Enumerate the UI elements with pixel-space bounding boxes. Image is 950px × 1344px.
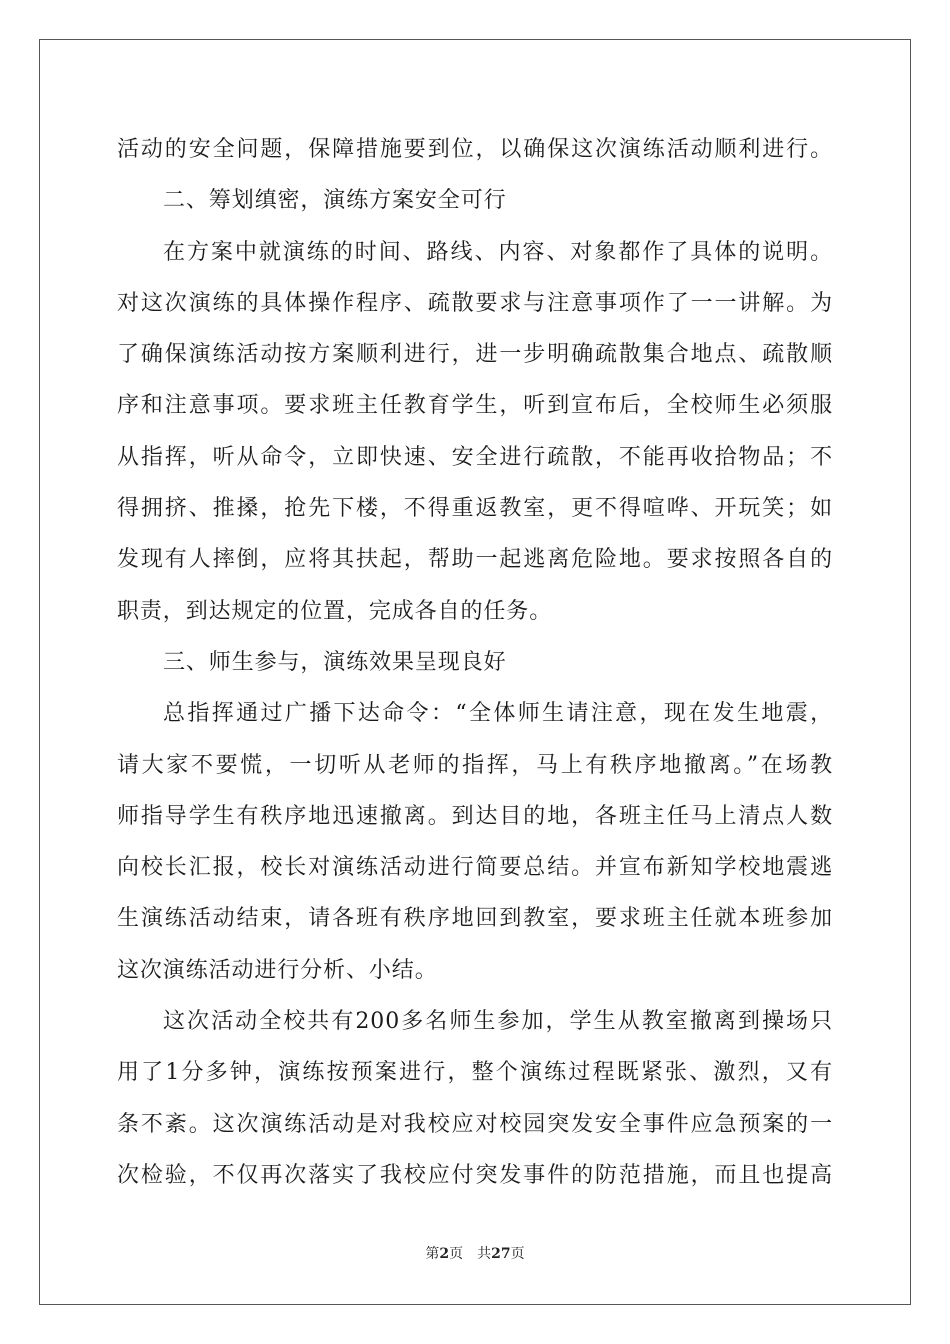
text-line: 条不紊。这次演练活动是对我校应对校园突发安全事件应急预案的一: [117, 1111, 833, 1137]
page-unit: 页: [449, 1246, 464, 1262]
text-line: 职责，到达规定的位置，完成各自的任务。: [117, 598, 553, 624]
current-page-number: 2: [439, 1246, 450, 1262]
text-line: 用了1分多钟，演练按预案进行，整个演练过程既紧张、激烈，又有: [117, 1060, 833, 1086]
text-line: 这次活动全校共有200多名师生参加，学生从教室撤离到操场只: [163, 1009, 833, 1035]
text-line: 生演练活动结束，请各班有秩序地回到教室，要求班主任就本班参加: [117, 906, 833, 932]
section-heading-2: 二、筹划缜密，演练方案安全可行: [163, 188, 507, 214]
text-line: 从指挥，听从命令，立即快速、安全进行疏散，不能再收拾物品；不: [117, 444, 833, 470]
total-prefix: 共: [477, 1246, 492, 1262]
page-prefix: 第: [425, 1246, 440, 1262]
text-line: 了确保演练活动按方案顺利进行，进一步明确疏散集合地点、疏散顺: [117, 342, 833, 368]
text-line: 活动的安全问题，保障措施要到位，以确保这次演练活动顺利进行。: [117, 137, 833, 162]
text-line: 发现有人摔倒，应将其扶起，帮助一起逃离危险地。要求按照各自的: [117, 547, 833, 573]
section-heading-3: 三、师生参与，演练效果呈现良好: [163, 649, 507, 675]
text-line: 向校长汇报，校长对演练活动进行简要总结。并宣布新知学校地震逃: [117, 855, 833, 881]
total-unit: 页: [510, 1246, 525, 1262]
text-line: 次检验，不仅再次落实了我校应付突发事件的防范措施，而且也提高: [117, 1162, 833, 1188]
text-line: 得拥挤、推搡，抢先下楼，不得重返教室，更不得喧哗、开玩笑；如: [117, 496, 833, 522]
text-line: 师指导学生有秩序地迅速撤离。到达目的地，各班主任马上清点人数: [117, 803, 833, 829]
text-line: 总指挥通过广播下达命令：“全体师生请注意，现在发生地震，: [163, 701, 833, 727]
text-line: 序和注意事项。要求班主任教育学生，听到宣布后，全校师生必须服: [117, 393, 833, 419]
text-line: 在方案中就演练的时间、路线、内容、对象都作了具体的说明。: [163, 239, 833, 265]
text-line: 这次演练活动进行分析、小结。: [117, 957, 438, 983]
total-page-number: 27: [491, 1246, 511, 1262]
page-footer: [0, 1243, 950, 1263]
document-body: [117, 124, 833, 1201]
text-line: 请大家不要慌，一切听从老师的指挥，马上有秩序地撤离。”在场教: [117, 752, 833, 778]
text-line: 对这次演练的具体操作程序、疏散要求与注意事项作了一一讲解。为: [117, 290, 833, 316]
